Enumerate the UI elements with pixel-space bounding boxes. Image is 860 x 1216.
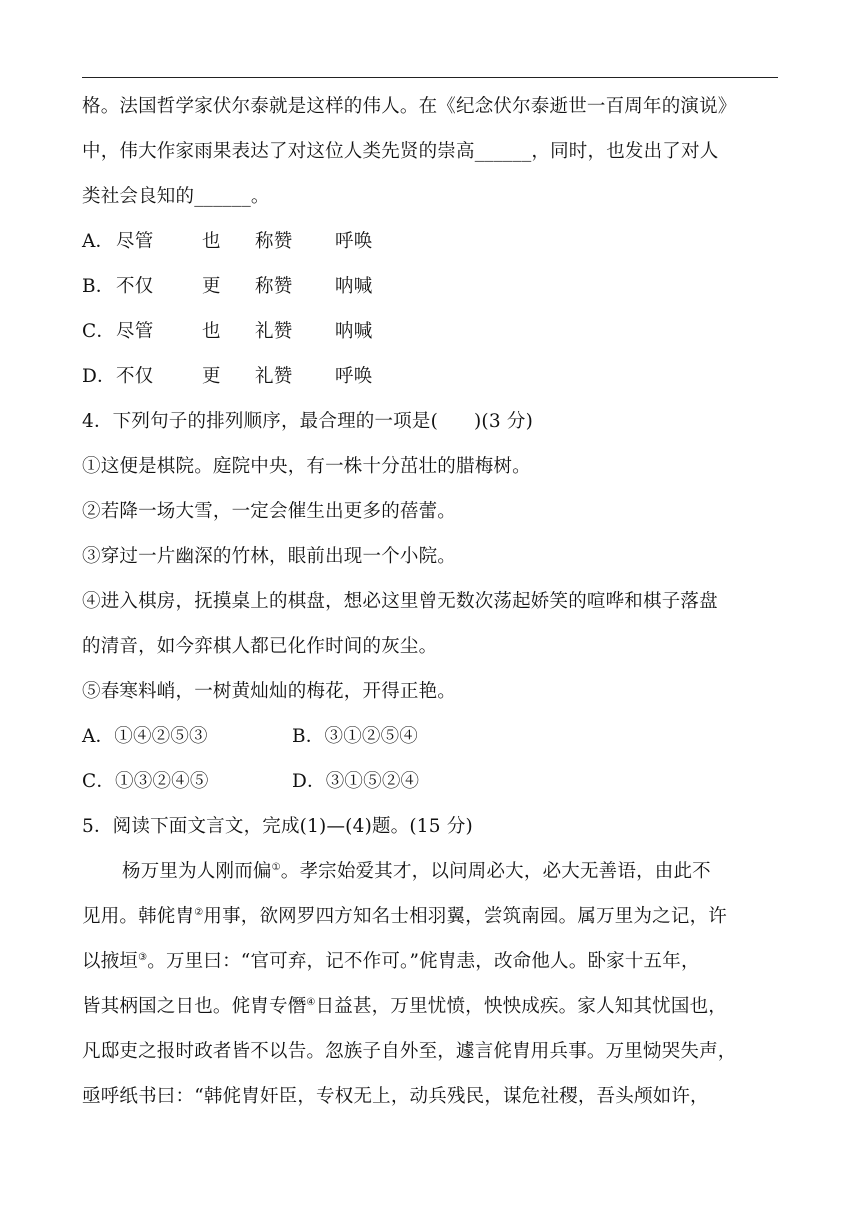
q4-stem-score: )(3 分) (474, 411, 534, 432)
option-letter: C． (82, 321, 116, 342)
classical-text: 。万里曰：“官可弃，记不作可。”侂胄恚，改命他人。卧家十五年， (147, 951, 700, 972)
q4-sentence-3: ③穿过一片幽深的竹林，眼前出现一个小院。 (82, 546, 457, 567)
option-word-3: 称赞 (255, 231, 293, 252)
option-word-4: 呐喊 (335, 321, 373, 342)
option-word-4: 呐喊 (335, 276, 373, 297)
q4-sentence-4-line-2: 的清音，如今弈棋人都已化作时间的灰尘。 (82, 636, 438, 657)
option-word-1: 不仅 (116, 366, 154, 387)
q3-option-a (82, 219, 782, 264)
q4-sentence-2: ②若降一场大雪，一定会催生出更多的蓓蕾。 (82, 501, 457, 522)
option-letter: D． (82, 366, 116, 387)
classical-text: 用事，欲网罗四方知名士相羽翼，尝筑南园。属万里为之记，许 (203, 906, 727, 927)
q4-sentence-5: ⑤春寒料峭，一树黄灿灿的梅花，开得正艳。 (82, 681, 457, 702)
option-letter: B． (82, 276, 115, 297)
passage-line-3: 类社会良知的______。 (82, 186, 270, 207)
q4-options-row-1 (82, 714, 782, 759)
classical-text: 见用。韩侂胄 (82, 906, 195, 927)
option-word-3: 称赞 (255, 276, 293, 297)
footnote-mark: ② (194, 906, 204, 918)
classical-text-line-4 (82, 984, 782, 1029)
option-word-1: 尽管 (116, 231, 154, 252)
classical-text: 皆其柄国之日也。侂胄专僭 (82, 996, 307, 1017)
q3-option-d (82, 354, 782, 399)
document-body (82, 84, 782, 1119)
classical-text-line-3 (82, 939, 782, 984)
option-word-2: 更 (202, 366, 221, 387)
classical-text: 日益甚，万里忧愤，怏怏成疾。家人知其忧国也， (315, 996, 727, 1017)
q4-option-b: B．③①②⑤④ (292, 726, 418, 747)
classical-text-line-5: 凡邸吏之报时政者皆不以告。忽族子自外至，遽言侂胄用兵事。万里恸哭失声， (82, 1041, 737, 1062)
q3-option-c (82, 309, 782, 354)
option-word-3: 礼赞 (255, 366, 293, 387)
q4-option-c: C．①③②④⑤ (82, 771, 209, 792)
footnote-mark: ③ (138, 951, 148, 963)
q4-option-a: A．①④②⑤③ (82, 726, 208, 747)
q4-stem-text: 4．下列句子的排列顺序，最合理的一项是( (82, 411, 438, 432)
q4-sentence-4-line-1: ④进入棋房，抚摸桌上的棋盘，想必这里曾无数次荡起娇笑的喧哗和棋子落盘 (82, 591, 718, 612)
classical-text-line-1 (82, 849, 782, 894)
option-word-2: 也 (202, 321, 221, 342)
option-word-2: 也 (202, 231, 221, 252)
classical-text-line-2 (82, 894, 782, 939)
option-word-1: 不仅 (116, 276, 154, 297)
footnote-mark: ④ (306, 996, 316, 1008)
q4-sentence-1: ①这便是棋院。庭院中央，有一株十分茁壮的腊梅树。 (82, 456, 531, 477)
classical-text: 以掖垣 (82, 951, 139, 972)
passage-line-1: 格。法国哲学家伏尔泰就是这样的伟人。在《纪念伏尔泰逝世一百周年的演说》 (82, 96, 737, 117)
classical-text: 。孝宗始爱其才，以问周必大，必大无善语，由此不 (280, 861, 711, 882)
q4-options-row-2 (82, 759, 782, 804)
q5-stem: 5．阅读下面文言文，完成(1)—(4)题。(15 分) (82, 816, 473, 837)
option-word-4: 呼唤 (335, 366, 373, 387)
option-word-3: 礼赞 (255, 321, 293, 342)
q4-option-d: D．③①⑤②④ (292, 771, 420, 792)
header-rule (82, 77, 778, 78)
option-word-1: 尽管 (116, 321, 154, 342)
classical-text-line-6: 亟呼纸书曰：“韩侂胄奸臣，专权无上，动兵残民，谋危社稷，吾头颅如许， (82, 1086, 709, 1107)
option-word-4: 呼唤 (335, 231, 373, 252)
option-letter: A． (82, 231, 115, 252)
q3-option-b (82, 264, 782, 309)
option-word-2: 更 (202, 276, 221, 297)
classical-text: 杨万里为人刚而偏 (122, 861, 272, 882)
q4-stem (82, 399, 782, 444)
footnote-mark: ① (271, 861, 281, 873)
passage-line-2: 中，伟大作家雨果表达了对这位人类先贤的崇高______，同时，也发出了对人 (82, 141, 719, 162)
